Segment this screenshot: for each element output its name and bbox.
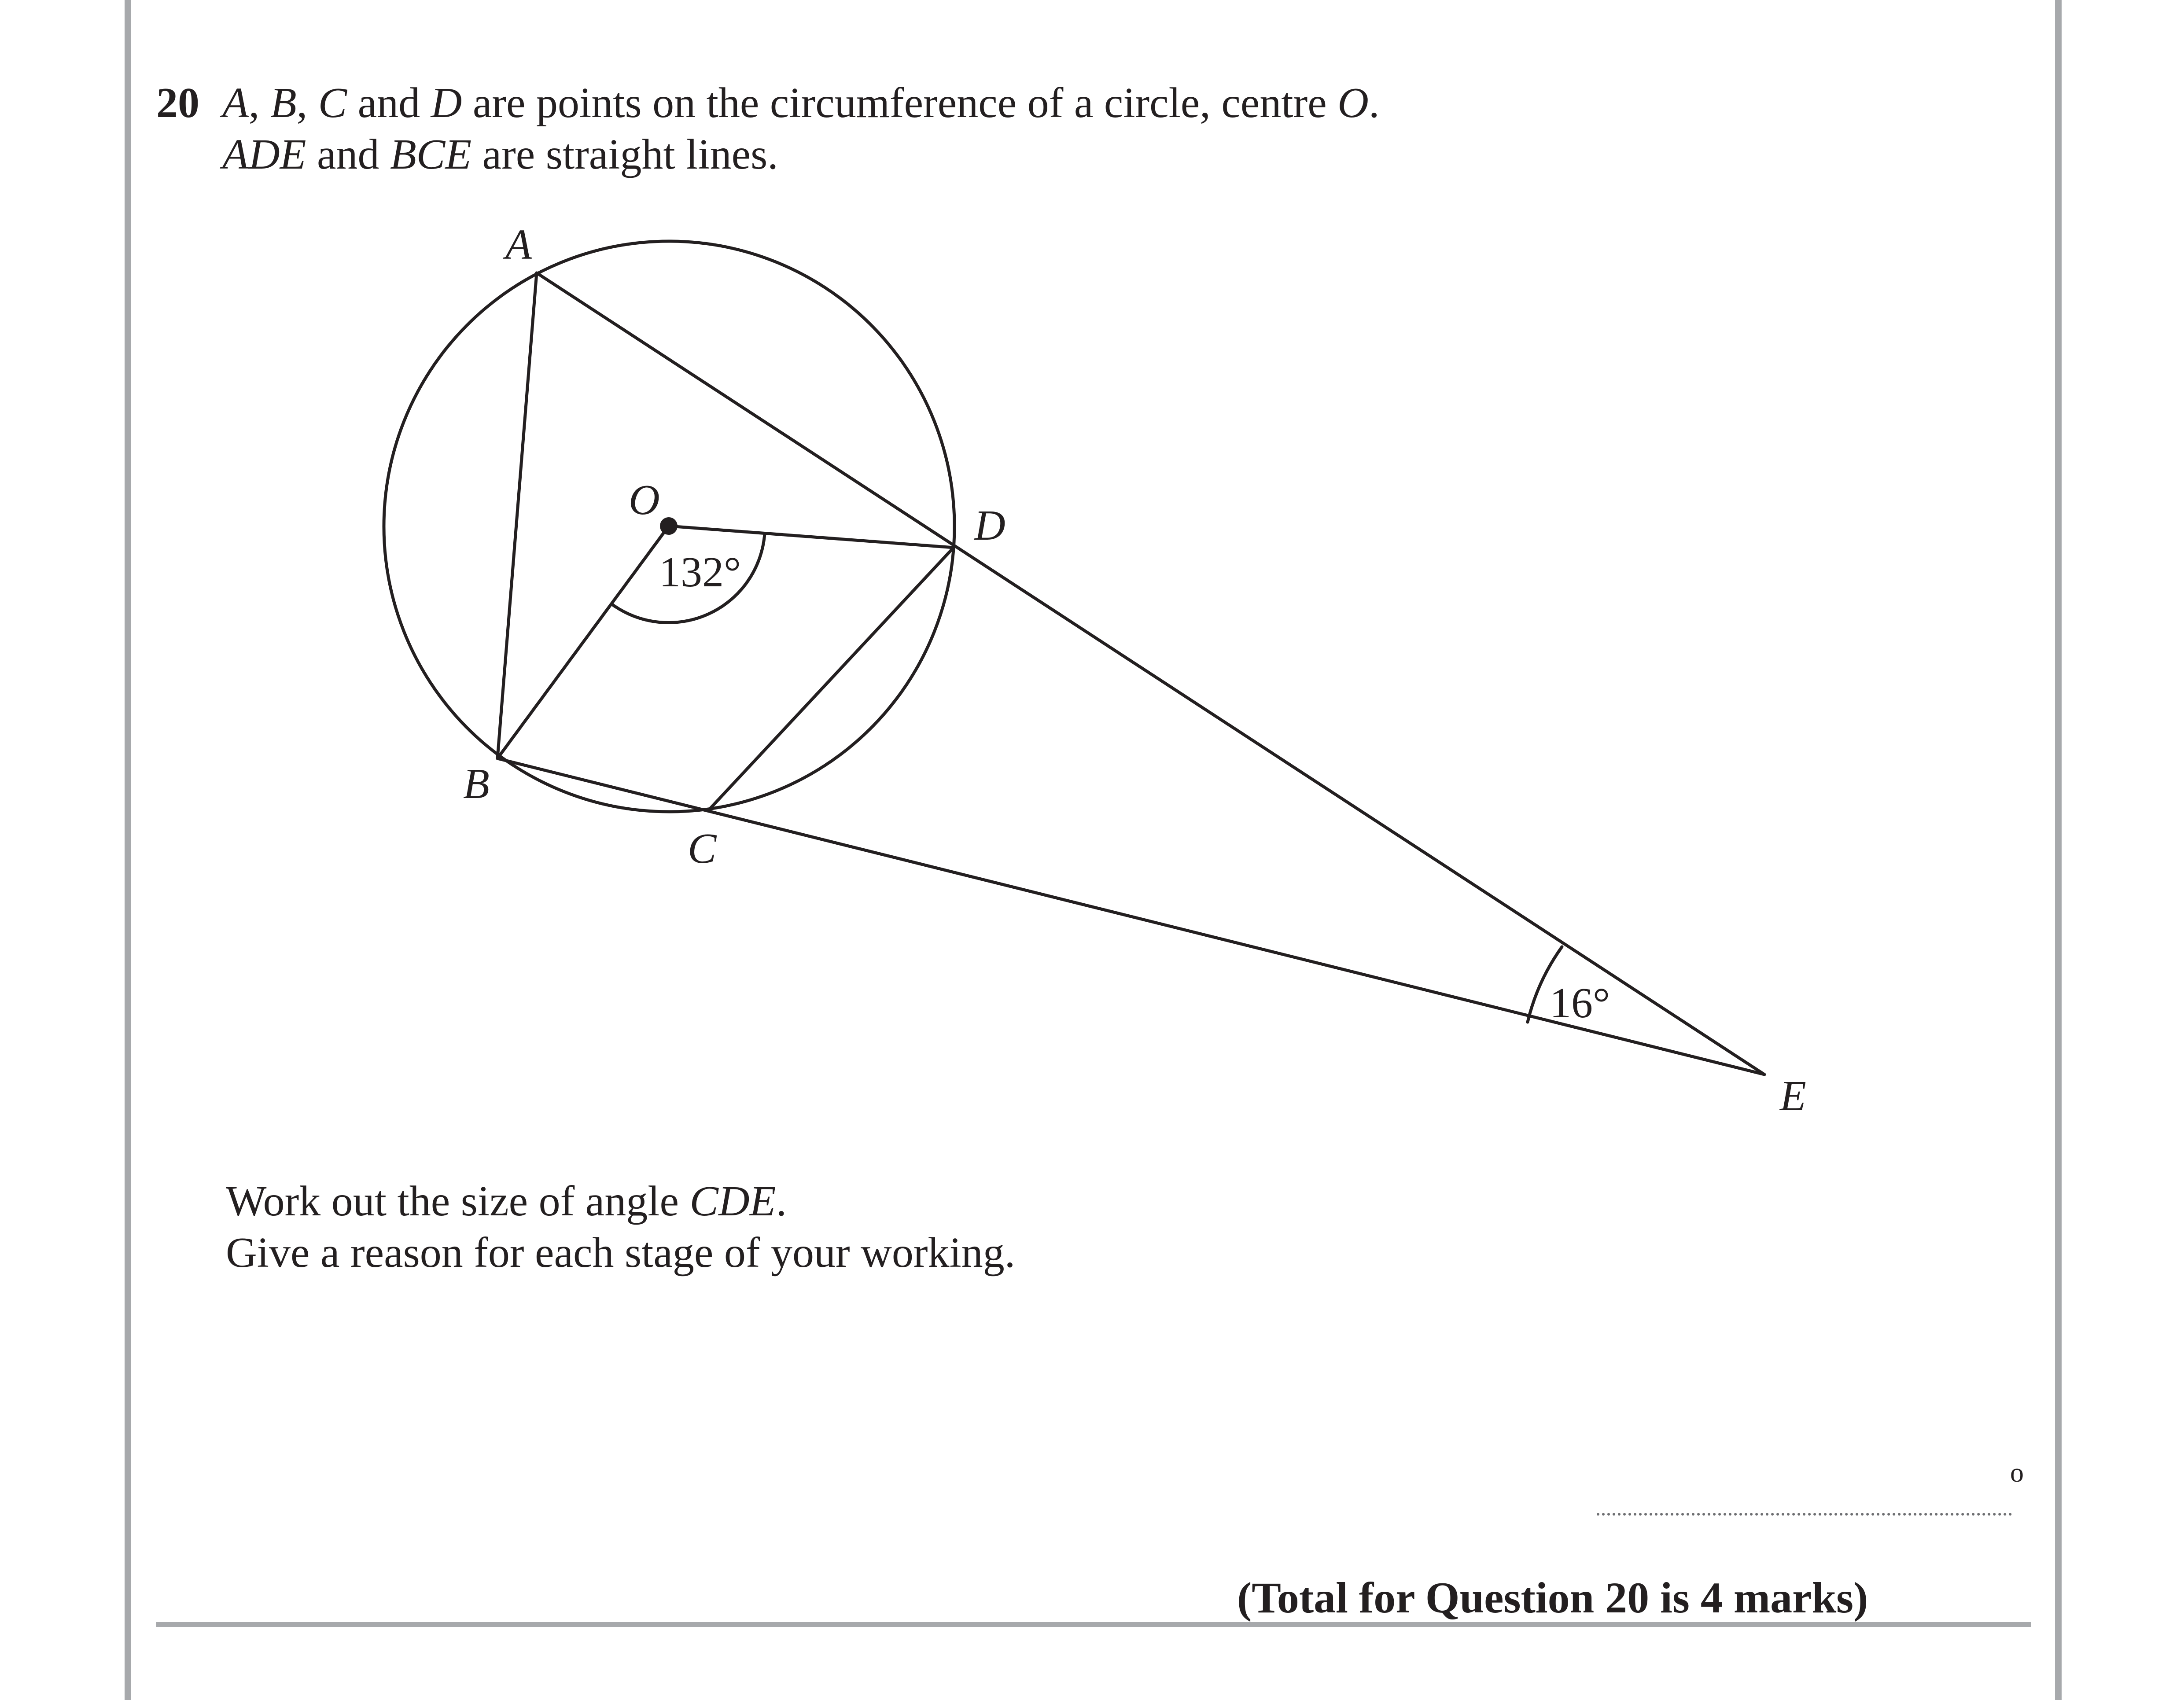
statement-text: are straight lines. <box>471 131 778 178</box>
question-number: 20 <box>156 79 199 127</box>
degree-symbol: o <box>2010 1458 2024 1488</box>
line-ab <box>497 273 537 758</box>
answer-line[interactable] <box>1597 1513 2012 1516</box>
angle-label-e: 16° <box>1550 979 1610 1027</box>
line-ob <box>497 526 669 758</box>
statement-text: are points on the circumference of a circle, centre <box>462 79 1338 127</box>
bottom-rule <box>156 1622 2031 1627</box>
line-dc <box>709 548 954 810</box>
label-a: A <box>505 221 532 269</box>
separator: , <box>296 79 318 127</box>
reason-instruction: Give a reason for each stage of your working. <box>226 1229 1016 1277</box>
angle-label-o: 132° <box>659 548 741 596</box>
conjunction: and <box>306 131 390 178</box>
point-c-text: C <box>318 79 347 127</box>
line-bce-text: BCE <box>390 131 472 178</box>
line-ade <box>537 273 1764 1074</box>
line-ade-text: ADE <box>222 131 306 178</box>
full-stop: . <box>1369 79 1380 127</box>
full-stop: . <box>776 1177 787 1225</box>
label-d: D <box>974 502 1005 549</box>
angle-cde-text: CDE <box>689 1177 776 1225</box>
task-line <box>226 1177 787 1225</box>
centre-o-text: O <box>1337 79 1369 127</box>
total-marks: (Total for Question 20 is 4 marks) <box>1237 1573 1868 1622</box>
point-a-text: A <box>222 79 249 127</box>
point-b-text: B <box>270 79 297 127</box>
label-e: E <box>1780 1072 1806 1120</box>
line-bce <box>497 758 1764 1074</box>
label-o: O <box>629 476 660 524</box>
line-od <box>669 526 954 548</box>
label-c: C <box>688 825 717 872</box>
conjunction: and <box>347 79 431 127</box>
separator: , <box>248 79 270 127</box>
centre-point-o <box>660 517 678 535</box>
task-text: Work out the size of angle <box>226 1177 690 1225</box>
label-b: B <box>463 760 490 808</box>
point-d-text: D <box>431 79 462 127</box>
